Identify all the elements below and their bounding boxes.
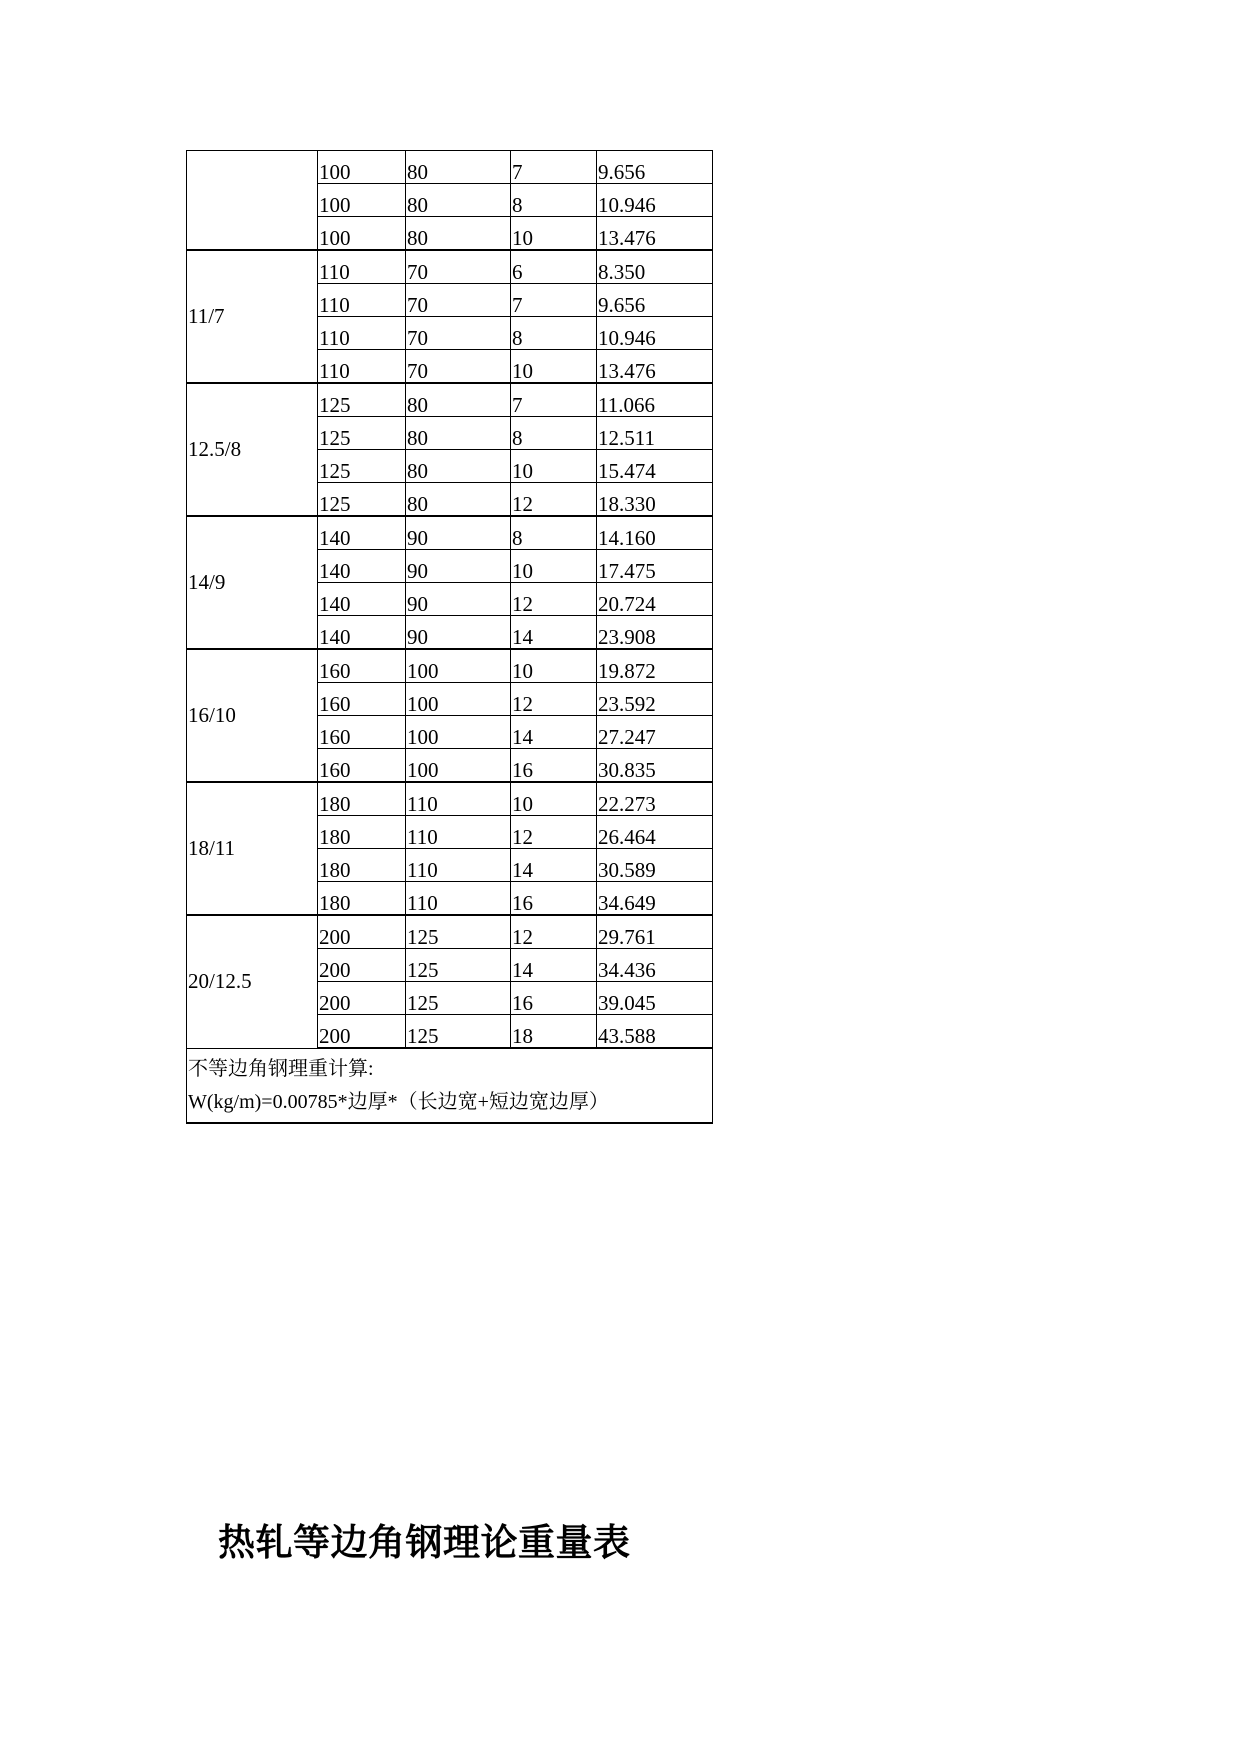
weight-cell: 22.273 xyxy=(597,782,713,816)
steel-weight-table xyxy=(186,150,713,1124)
table-row xyxy=(187,516,713,550)
weight-cell: 18.330 xyxy=(597,483,713,517)
short-side-width-cell: 125 xyxy=(406,1015,511,1049)
thickness-cell: 12 xyxy=(511,915,597,949)
thickness-cell: 7 xyxy=(511,383,597,417)
long-side-width-cell: 100 xyxy=(318,151,406,184)
thickness-cell: 14 xyxy=(511,616,597,650)
spec-cell xyxy=(187,151,318,251)
weight-cell: 10.946 xyxy=(597,317,713,350)
thickness-cell: 7 xyxy=(511,151,597,184)
formula-note-title: 不等边角钢理重计算: xyxy=(188,1058,374,1080)
thickness-cell: 10 xyxy=(511,649,597,683)
long-side-width-cell: 180 xyxy=(318,782,406,816)
short-side-width-cell: 80 xyxy=(406,217,511,251)
weight-cell: 30.589 xyxy=(597,849,713,882)
weight-cell: 12.511 xyxy=(597,417,713,450)
spec-cell: 16/10 xyxy=(187,649,318,782)
long-side-width-cell: 110 xyxy=(318,350,406,384)
long-side-width-cell: 100 xyxy=(318,217,406,251)
weight-cell: 34.436 xyxy=(597,949,713,982)
table-body xyxy=(187,151,713,1049)
short-side-width-cell: 100 xyxy=(406,716,511,749)
thickness-cell: 12 xyxy=(511,816,597,849)
weight-cell: 30.835 xyxy=(597,749,713,783)
table-row xyxy=(187,383,713,417)
thickness-cell: 7 xyxy=(511,284,597,317)
thickness-cell: 10 xyxy=(511,217,597,251)
short-side-width-cell: 110 xyxy=(406,782,511,816)
short-side-width-cell: 90 xyxy=(406,516,511,550)
short-side-width-cell: 70 xyxy=(406,250,511,284)
short-side-width-cell: 125 xyxy=(406,915,511,949)
thickness-cell: 16 xyxy=(511,749,597,783)
weight-cell: 9.656 xyxy=(597,151,713,184)
thickness-cell: 12 xyxy=(511,683,597,716)
table-row xyxy=(187,250,713,284)
weight-cell: 14.160 xyxy=(597,516,713,550)
weight-cell: 10.946 xyxy=(597,184,713,217)
long-side-width-cell: 180 xyxy=(318,849,406,882)
thickness-cell: 10 xyxy=(511,350,597,384)
short-side-width-cell: 80 xyxy=(406,417,511,450)
thickness-cell: 10 xyxy=(511,450,597,483)
spec-cell: 11/7 xyxy=(187,250,318,383)
short-side-width-cell: 125 xyxy=(406,982,511,1015)
long-side-width-cell: 125 xyxy=(318,450,406,483)
thickness-cell: 12 xyxy=(511,483,597,517)
long-side-width-cell: 125 xyxy=(318,483,406,517)
long-side-width-cell: 140 xyxy=(318,616,406,650)
short-side-width-cell: 90 xyxy=(406,550,511,583)
long-side-width-cell: 160 xyxy=(318,683,406,716)
table-row xyxy=(187,649,713,683)
thickness-cell: 6 xyxy=(511,250,597,284)
long-side-width-cell: 160 xyxy=(318,749,406,783)
short-side-width-cell: 70 xyxy=(406,317,511,350)
short-side-width-cell: 125 xyxy=(406,949,511,982)
spec-cell: 18/11 xyxy=(187,782,318,915)
long-side-width-cell: 100 xyxy=(318,184,406,217)
long-side-width-cell: 200 xyxy=(318,915,406,949)
thickness-cell: 14 xyxy=(511,849,597,882)
spec-cell: 20/12.5 xyxy=(187,915,318,1048)
short-side-width-cell: 90 xyxy=(406,616,511,650)
short-side-width-cell: 100 xyxy=(406,683,511,716)
short-side-width-cell: 80 xyxy=(406,184,511,217)
formula-note-equation: W(kg/m)=0.00785*边厚*（长边宽+短边宽边厚） xyxy=(188,1091,609,1113)
short-side-width-cell: 110 xyxy=(406,849,511,882)
long-side-width-cell: 140 xyxy=(318,583,406,616)
thickness-cell: 8 xyxy=(511,516,597,550)
long-side-width-cell: 200 xyxy=(318,982,406,1015)
spec-cell: 14/9 xyxy=(187,516,318,649)
long-side-width-cell: 125 xyxy=(318,383,406,417)
formula-note-row xyxy=(187,1048,713,1123)
formula-note xyxy=(187,1048,713,1123)
short-side-width-cell: 100 xyxy=(406,649,511,683)
thickness-cell: 8 xyxy=(511,317,597,350)
long-side-width-cell: 110 xyxy=(318,317,406,350)
short-side-width-cell: 110 xyxy=(406,882,511,916)
short-side-width-cell: 110 xyxy=(406,816,511,849)
short-side-width-cell: 70 xyxy=(406,284,511,317)
thickness-cell: 16 xyxy=(511,982,597,1015)
weight-cell: 11.066 xyxy=(597,383,713,417)
thickness-cell: 10 xyxy=(511,782,597,816)
weight-cell: 19.872 xyxy=(597,649,713,683)
thickness-cell: 14 xyxy=(511,716,597,749)
short-side-width-cell: 80 xyxy=(406,383,511,417)
weight-cell: 27.247 xyxy=(597,716,713,749)
long-side-width-cell: 160 xyxy=(318,649,406,683)
thickness-cell: 8 xyxy=(511,184,597,217)
weight-cell: 34.649 xyxy=(597,882,713,916)
short-side-width-cell: 80 xyxy=(406,450,511,483)
long-side-width-cell: 110 xyxy=(318,284,406,317)
long-side-width-cell: 140 xyxy=(318,516,406,550)
weight-cell: 9.656 xyxy=(597,284,713,317)
weight-cell: 13.476 xyxy=(597,217,713,251)
weight-cell: 23.592 xyxy=(597,683,713,716)
short-side-width-cell: 90 xyxy=(406,583,511,616)
long-side-width-cell: 160 xyxy=(318,716,406,749)
long-side-width-cell: 125 xyxy=(318,417,406,450)
short-side-width-cell: 80 xyxy=(406,151,511,184)
thickness-cell: 18 xyxy=(511,1015,597,1049)
spec-cell: 12.5/8 xyxy=(187,383,318,516)
weight-cell: 20.724 xyxy=(597,583,713,616)
thickness-cell: 14 xyxy=(511,949,597,982)
long-side-width-cell: 200 xyxy=(318,1015,406,1049)
weight-cell: 15.474 xyxy=(597,450,713,483)
weight-cell: 39.045 xyxy=(597,982,713,1015)
weight-cell: 29.761 xyxy=(597,915,713,949)
thickness-cell: 10 xyxy=(511,550,597,583)
section-heading: 热轧等边角钢理论重量表 xyxy=(218,1521,631,1564)
table-row xyxy=(187,151,713,184)
weight-cell: 43.588 xyxy=(597,1015,713,1049)
weight-cell: 23.908 xyxy=(597,616,713,650)
long-side-width-cell: 180 xyxy=(318,816,406,849)
thickness-cell: 12 xyxy=(511,583,597,616)
long-side-width-cell: 180 xyxy=(318,882,406,916)
long-side-width-cell: 200 xyxy=(318,949,406,982)
weight-cell: 26.464 xyxy=(597,816,713,849)
short-side-width-cell: 80 xyxy=(406,483,511,517)
long-side-width-cell: 110 xyxy=(318,250,406,284)
thickness-cell: 8 xyxy=(511,417,597,450)
weight-cell: 17.475 xyxy=(597,550,713,583)
short-side-width-cell: 100 xyxy=(406,749,511,783)
thickness-cell: 16 xyxy=(511,882,597,916)
table-row xyxy=(187,915,713,949)
table-row xyxy=(187,782,713,816)
weight-cell: 13.476 xyxy=(597,350,713,384)
short-side-width-cell: 70 xyxy=(406,350,511,384)
weight-cell: 8.350 xyxy=(597,250,713,284)
long-side-width-cell: 140 xyxy=(318,550,406,583)
